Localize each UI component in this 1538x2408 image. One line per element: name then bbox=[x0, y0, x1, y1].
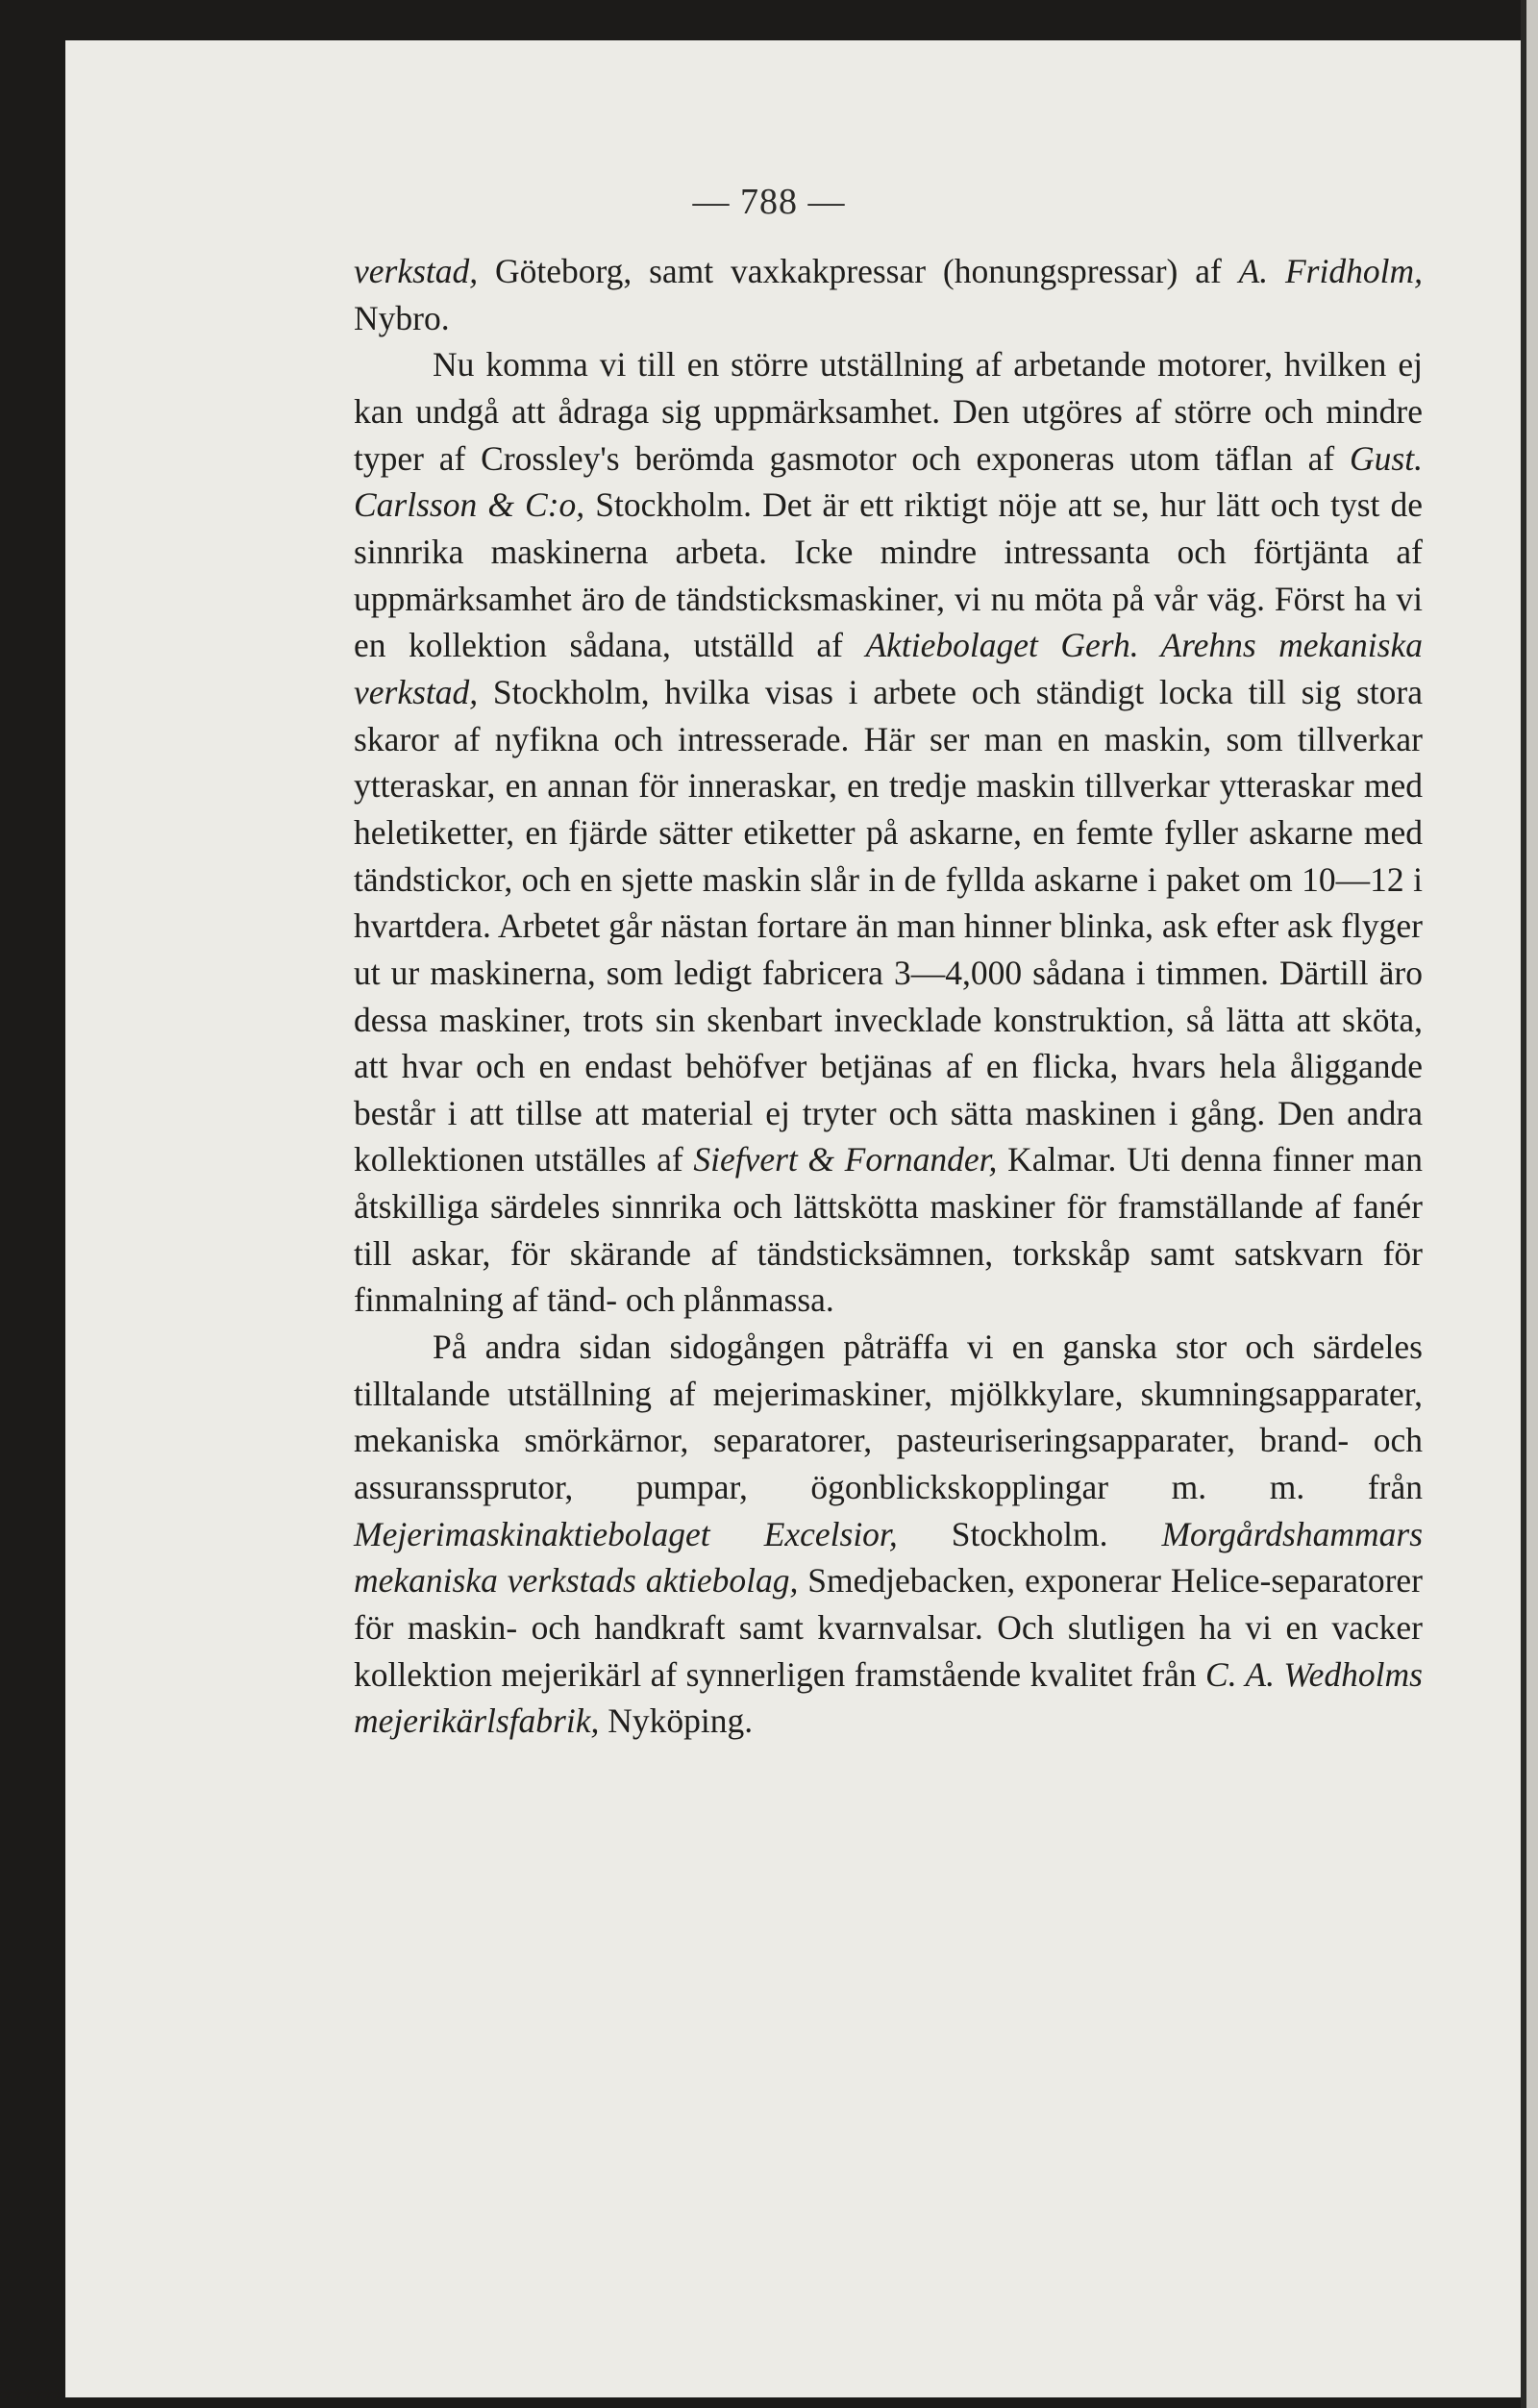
text-run: C. A. Wedholms mejerikärlsfabrik, bbox=[354, 1654, 1423, 1741]
text-run: På andra sidan sidogången påträffa vi en ganska stor och särdeles tilltalande utställning af mejerimaskiner, mjölkkylare, skumningsapparater, mekaniska smörkärnor, separatorer, pasteuriseringsapparater, brand- och assuranssprutor, pumpar, ögonblickskopplingar m. m. från bbox=[354, 1328, 1423, 1507]
text-run: Nybro. bbox=[354, 298, 450, 337]
page-edge bbox=[1526, 0, 1538, 2408]
text-run: Siefvert & Fornander, bbox=[693, 1140, 998, 1179]
text-run: Stockholm. bbox=[897, 1514, 1162, 1553]
text-run: Kalmar. Uti denna finner man åtskilliga särdeles sinnrika och lättskötta maskiner för framställande af fanér till askar, för skärande af tändsticksämnen, torkskåp samt satskvarn för finmalning af tänd- och plånmassa. bbox=[354, 1140, 1424, 1320]
text-run: A. Fridholm, bbox=[1238, 252, 1423, 290]
text-run: verkstad, bbox=[354, 252, 479, 290]
paragraph bbox=[354, 1324, 1423, 1745]
body-text bbox=[354, 248, 1423, 1745]
text-run: Stockholm. Det är ett riktigt nöje att se, hur lätt och tyst de sinnrika maskinerna arbeta. Icke mindre intressanta och förtjänta af uppmärksamhet äro de tändsticksmaskiner, vi nu möta på vår väg. Först ha vi en kollektion sådana, utställd af bbox=[354, 485, 1423, 665]
paragraph bbox=[354, 248, 1423, 341]
paragraph bbox=[354, 341, 1423, 1324]
text-run: Göteborg, samt vaxkakpressar (honungspressar) af bbox=[478, 252, 1239, 290]
text-run: Nu komma vi till en större utställning af arbetande motorer, hvilken ej kan undgå att ådraga sig uppmärksamhet. Den utgöres af större och mindre typer af Crossley's berömda gasmotor och exponeras utom täflan af bbox=[354, 345, 1423, 478]
text-run: Mejerimaskinaktiebolaget Excelsior, bbox=[354, 1514, 898, 1553]
page-number: — 788 — bbox=[692, 182, 846, 222]
text-run: Aktiebolaget Gerh. Arehns mekaniska verkstad, bbox=[354, 626, 1423, 711]
text-run: Smedjebacken, exponerar Helice-separatorer för maskin- och handkraft samt kvarnvalsar. Och slutligen ha vi en vacker kollektion mejerikärl af synnerligen framstående kvalitet från bbox=[354, 1561, 1423, 1694]
text-run: Nyköping. bbox=[599, 1701, 754, 1741]
text-run: Gust. Carlsson & C:o, bbox=[354, 438, 1423, 525]
text-run: Morgårdshammars mekaniska verkstads aktiebolag, bbox=[354, 1514, 1424, 1601]
text-run: Stockholm, hvilka visas i arbete och ständigt locka till sig stora skaror af nyfikna och intresserade. Här ser man en maskin, som tillverkar ytteraskar, en annan för inneraskar, en tredje maskin tillverkar ytteraskar med heletiketter, en fjärde sätter etiketter på askarne, en femte fyller askarne med tändstickor, och en sjette maskin slår in de fyllda askarne i paket om 10—12 i hvartdera. Arbetet går nästan fortare än man hinner blinka, ask efter ask flyger ut ur maskinerna, som ledigt fabricera 3—4,000 sådana i timmen. Därtill äro dessa maskiner, trots sin skenbart invecklade konstruktion, så lätta att sköta, att hvar och en endast behöfver betjänas af en flicka, hvars hela åliggande består i att tillse att material ej tryter och sätta maskinen i gång. Den andra kollektionen utställes af bbox=[354, 672, 1423, 1179]
